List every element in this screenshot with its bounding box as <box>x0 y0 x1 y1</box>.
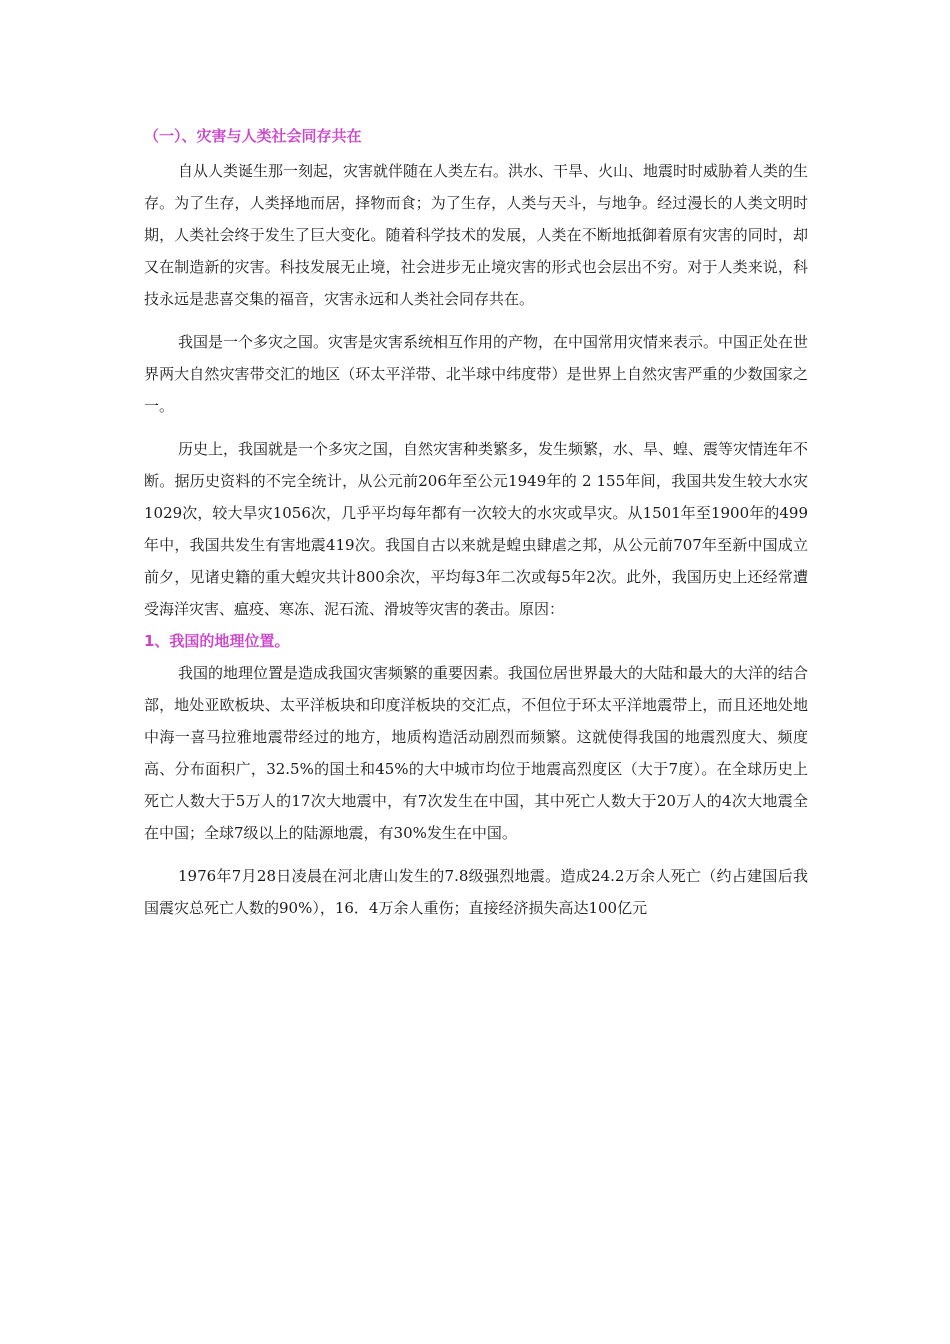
section-heading: （一）、灾害与人类社会同存共在 <box>144 127 362 145</box>
paragraph-multi-disaster-country: 我国是一个多灾之国。灾害是灾害系统相互作用的产物，在中国常用灾情来表示。中国正处在世界两大自然灾害带交汇的地区（环太平洋带、北半球中纬度带）是世界上自然灾害严重的少数国家之一。 <box>144 333 809 415</box>
document-body <box>144 118 808 924</box>
paragraph-disaster-coexistence: 自从人类诞生那一刻起，灾害就伴随在人类左右。洪水、干旱、火山、地震时时威胁着人类的生存。为了生存，人类择地而居，择物而食；为了生存，人类与天斗，与地争。经过漫长的人类文明时期，人类社会终于发生了巨大变化。随着科学技术的发展，人类在不断地抵御着原有灾害的同时，却又在制造新的灾害。科技发展无止境，社会进步无止境灾害的形式也会层出不穷。对于人类来说，科技永远是悲喜交集的福音，灾害永远和人类社会同存共在。 <box>144 162 809 308</box>
paragraph-historical-statistics: 历史上，我国就是一个多灾之国，自然灾害种类繁多，发生频繁，水、旱、蝗、震等灾情连年不断。据历史资料的不完全统计，从公元前206年至公元1949年的 2 155年间，我国共发生较大水灾1029次，较大旱灾1056次，几乎平均每年都有一次较大的水灾或旱灾。从1501年至1900年的499年中，我国共发生有害地震419次。我国自古以来就是蝗虫肆虐之邦，从公元前707年至新中国成立前夕，见诸史籍的重大蝗灾共计800余次，平均每3年二次或每5年2次。此外，我国历史上还经常遭受海洋灾害、瘟疫、寒冻、泥石流、滑坡等灾害的袭击。原因： <box>144 440 809 618</box>
paragraph-tangshan-earthquake: 1976年7月28日凌晨在河北唐山发生的7.8级强烈地震。造成24.2万余人死亡（约占建国后我国震灾总死亡人数的90%），16．4万余人重伤；直接经济损失高达100亿元 <box>144 867 808 917</box>
paragraph-geographic-factors: 我国的地理位置是造成我国灾害频繁的重要因素。我国位居世界最大的大陆和最大的大洋的结合部，地处亚欧板块、太平洋板块和印度洋板块的交汇点，不但位于环太平洋地震带上，而且还地处地中海一喜马拉雅地震带经过的地方，地质构造活动剧烈而频繁。这就使得我国的地震烈度大、频度高、分布面积广，32.5%的国土和45%的大中城市均位于地震高烈度区（大于7度）。在全球历史上死亡人数大于5万人的17次大地震中，有7次发生在中国，其中死亡人数大于20万人的4次大地震全在中国；全球7级以上的陆源地震，有30%发生在中国。 <box>144 664 809 842</box>
sub-heading-geographic-location: 1、我国的地理位置。 <box>144 632 290 650</box>
